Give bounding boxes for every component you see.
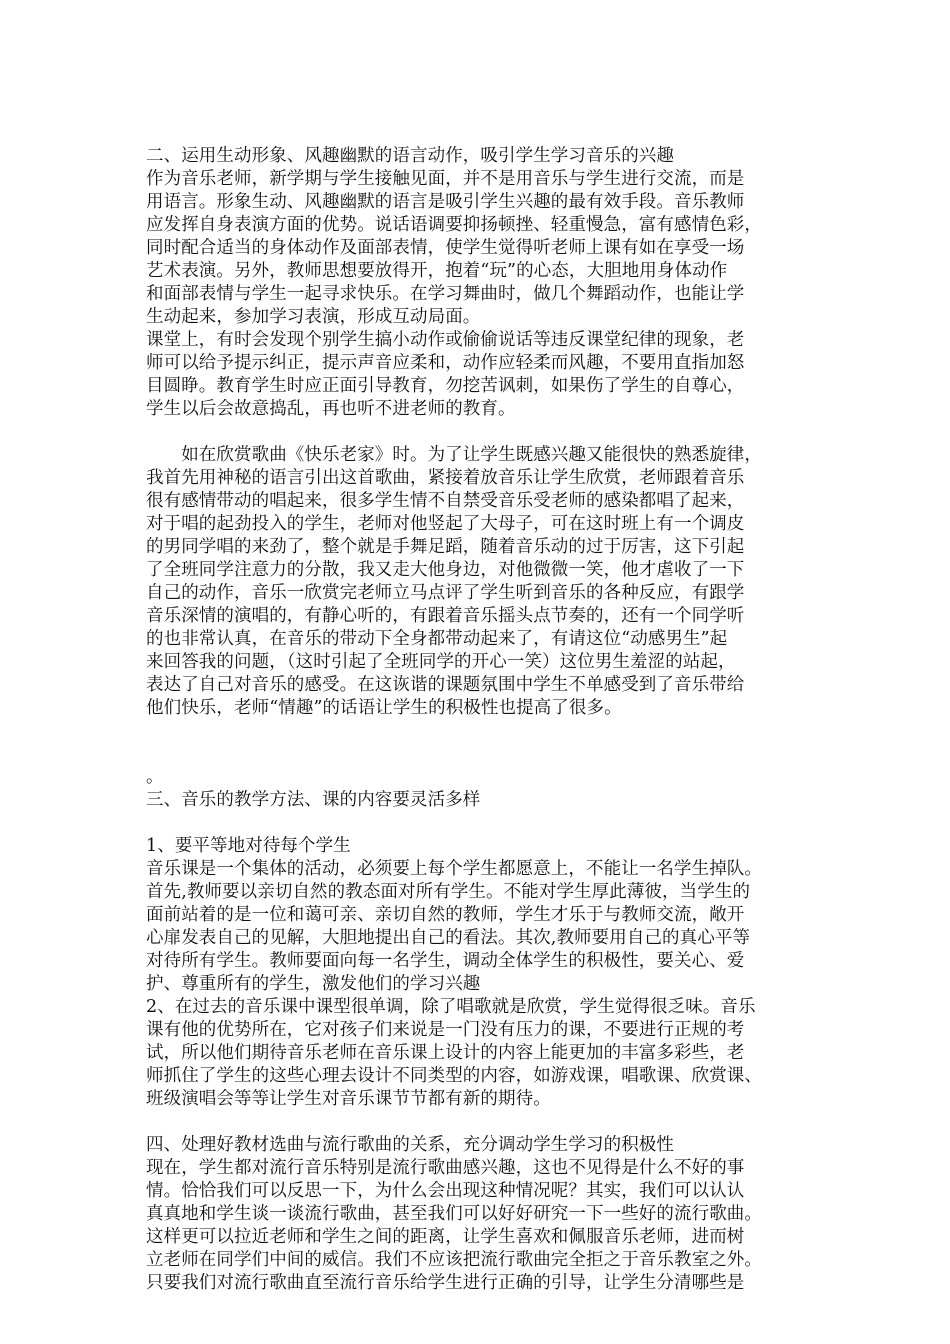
paragraph-line: 目圆睁。教育学生时应正面引导教育，勿挖苦讽刺，如果伤了学生的自尊心， — [146, 376, 745, 396]
section-3-heading: 三、音乐的教学方法、课的内容要灵活多样 — [146, 790, 481, 810]
paragraph-line: 很有感情带动的唱起来，很多学生情不自禁受音乐受老师的感染都唱了起来， — [146, 491, 745, 511]
paragraph-line: 作为音乐老师，新学期与学生接触见面，并不是用音乐与学生进行交流，而是 — [146, 169, 745, 189]
paragraph-line: 我首先用神秘的语言引出这首歌曲，紧接着放音乐让学生欣赏，老师跟着音乐 — [146, 468, 745, 488]
paragraph-line: 来回答我的问题，（这时引起了全班同学的开心一笑）这位男生羞涩的站起， — [146, 652, 736, 672]
paragraph-line: 如在欣赏歌曲《快乐老家》时。为了让学生既感兴趣又能很快的熟悉旋律， — [146, 445, 762, 465]
paragraph-line: 师可以给予提示纠正，提示声音应柔和，动作应轻柔而风趣，不要用直指加怒 — [146, 353, 745, 373]
section-4-heading: 四、处理好教材选曲与流行歌曲的关系，充分调动学生学习的积极性 — [146, 1135, 674, 1155]
document-page — [146, 145, 826, 1295]
paragraph-line: 表达了自己对音乐的感受。在这诙谐的课题氛围中学生不单感受到了音乐带给 — [146, 675, 745, 695]
paragraph-line: 他们快乐，老师“情趣”的话语让学生的积极性也提高了很多。 — [146, 698, 622, 718]
paragraph-line: 应发挥自身表演方面的优势。说话语调要抑扬顿挫、轻重慢急，富有感情色彩， — [146, 215, 762, 235]
blank-line — [146, 421, 826, 444]
paragraph-line: 艺术表演。另外，教师思想要放得开，抱着“玩”的心态，大胆地用身体动作 — [146, 261, 728, 281]
paragraph-line: 真真地和学生谈一谈流行歌曲，甚至我们可以好好研究一下一些好的流行歌曲。 — [146, 1204, 762, 1224]
blank-line — [146, 743, 826, 766]
blank-line — [146, 1111, 826, 1134]
paragraph-line: 课有他的优势所在，它对孩子们来说是一门没有压力的课，不要进行正规的考 — [146, 1020, 745, 1040]
paragraph-line: 对待所有学生。教师要面向每一名学生，调动全体学生的积极性，要关心、爱 — [146, 951, 745, 971]
paragraph-line: 音乐深情的演唱的，有静心听的，有跟着音乐摇头点节奏的，还有一个同学听 — [146, 606, 745, 626]
paragraph-line: 这样更可以拉近老师和学生之间的距离，让学生喜欢和佩服音乐老师，进而树 — [146, 1227, 745, 1247]
paragraph-line: 生动起来，参加学习表演，形成互动局面。 — [146, 307, 481, 327]
paragraph-line: 师抓住了学生的这些心理去设计不同类型的内容，如游戏课，唱歌课、欣赏课、 — [146, 1066, 762, 1086]
paragraph-line: 试，所以他们期待音乐老师在音乐课上设计的内容上能更加的丰富多彩些，老 — [146, 1043, 745, 1063]
paragraph-line: 立老师在同学们中间的威信。我们不应该把流行歌曲完全拒之于音乐教室之外。 — [146, 1250, 762, 1270]
trailing-mark: 。 — [146, 767, 164, 787]
paragraph-line: 自己的动作，音乐一欣赏完老师立马点评了学生听到音乐的各种反应，有跟学 — [146, 583, 745, 603]
paragraph-line: 用语言。形象生动、风趣幽默的语言是吸引学生兴趣的最有效手段。音乐教师 — [146, 192, 745, 212]
paragraph-line: 的男同学唱的来劲了，整个就是手舞足蹈，随着音乐动的过于厉害，这下引起 — [146, 537, 745, 557]
paragraph-line: 了全班同学注意力的分散，我又走大他身边，对他微微一笑，他才虐收了一下 — [146, 560, 745, 580]
paragraph-line: 对于唱的起劲投入的学生，老师对他竖起了大母子，可在这时班上有一个调皮 — [146, 514, 745, 534]
item-1-heading: 1、要平等地对待每个学生 — [146, 836, 351, 856]
paragraph-line: 只要我们对流行歌曲直至流行音乐给学生进行正确的引导，让学生分清哪些是 — [146, 1273, 745, 1293]
paragraph-line: 首先,教师要以亲切自然的教态面对所有学生。不能对学生厚此薄彼，当学生的 — [146, 882, 751, 902]
paragraph-line: 和面部表情与学生一起寻求快乐。在学习舞曲时，做几个舞蹈动作，也能让学 — [146, 284, 745, 304]
blank-line — [146, 812, 826, 835]
paragraph-line: 班级演唱会等等让学生对音乐课节节都有新的期待。 — [146, 1089, 551, 1109]
section-2-heading: 二、运用生动形象、风趣幽默的语言动作，吸引学生学习音乐的兴趣 — [146, 146, 674, 166]
paragraph-line: 音乐课是一个集体的活动，必须要上每个学生都愿意上，不能让一名学生掉队。 — [146, 859, 762, 879]
paragraph-line: 2、在过去的音乐课中课型很单调，除了唱歌就是欣赏，学生觉得很乏味。音乐 — [146, 997, 756, 1017]
paragraph-line: 同时配合适当的身体动作及面部表情，使学生觉得听老师上课有如在享受一场 — [146, 238, 745, 258]
paragraph-line: 课堂上，有时会发现个别学生搞小动作或偷偷说话等违反课堂纪律的现象，老 — [146, 330, 745, 350]
paragraph-line: 心扉发表自己的见解，大胆地提出自己的看法。其次,教师要用自己的真心平等 — [146, 928, 751, 948]
paragraph-line: 学生以后会故意捣乱，再也听不进老师的教育。 — [146, 399, 516, 419]
blank-line — [146, 720, 826, 743]
paragraph-line: 面前站着的是一位和蔼可亲、亲切自然的教师，学生才乐于与教师交流，敞开 — [146, 905, 745, 925]
paragraph-line: 现在，学生都对流行音乐特别是流行歌曲感兴趣，这也不见得是什么不好的事 — [146, 1158, 745, 1178]
paragraph-line: 护、尊重所有的学生，激发他们的学习兴趣 — [146, 974, 481, 994]
paragraph-line: 的也非常认真，在音乐的带动下全身都带动起来了，有请这位“动感男生”起 — [146, 629, 728, 649]
paragraph-line: 情。恰恰我们可以反思一下，为什么会出现这种情况呢？其实，我们可以认认 — [146, 1181, 745, 1201]
